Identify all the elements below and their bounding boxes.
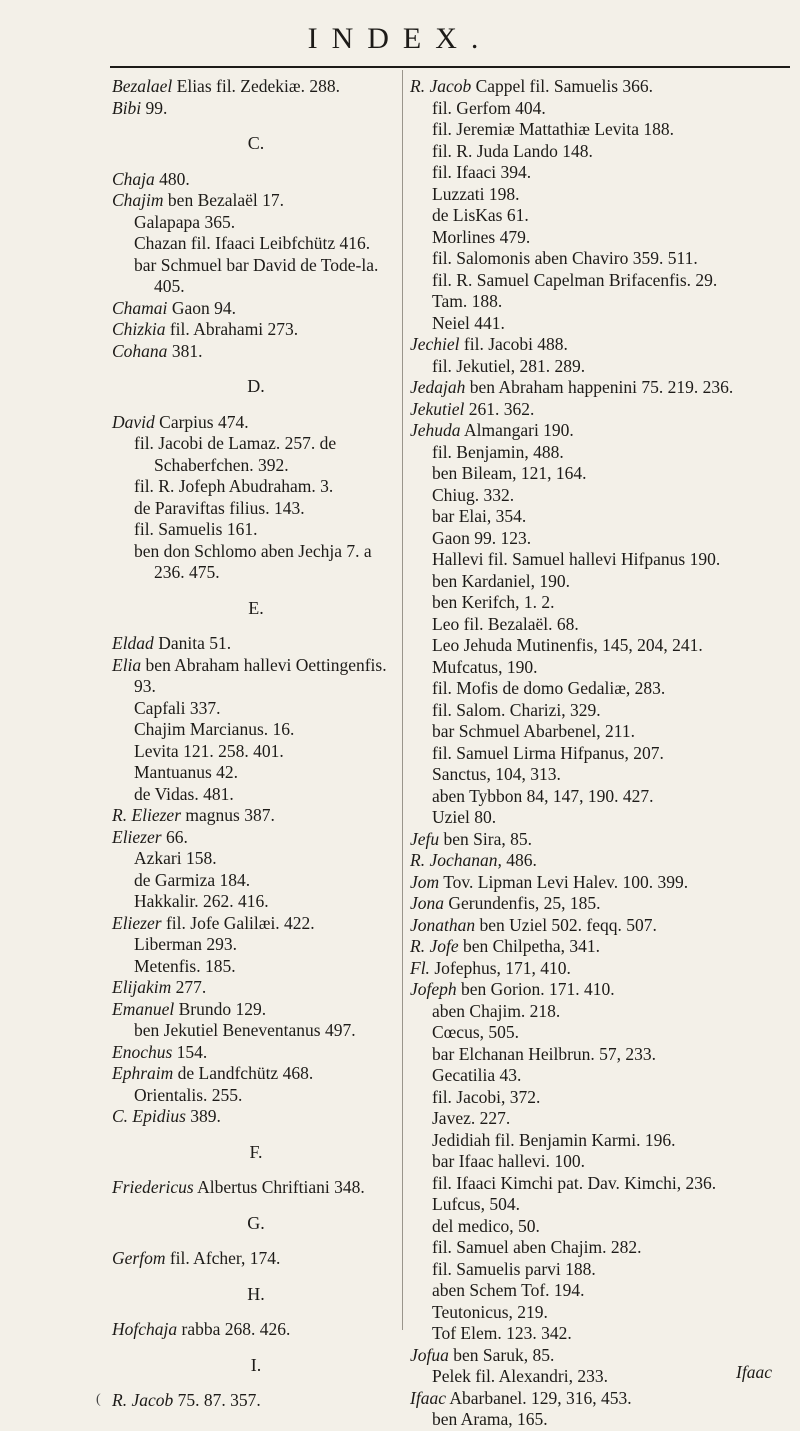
entry-headword: Bezalael [112, 76, 173, 96]
index-subentry: Morlines 479. [432, 226, 531, 247]
entry-headword: Jona [410, 893, 445, 913]
index-subentry: Mantuanus 42. [134, 762, 239, 782]
index-entry [112, 999, 400, 1021]
entry-text: ben Gorion. 171. 410. [461, 979, 615, 999]
entry-headword: Elia [112, 654, 142, 675]
index-entry [112, 319, 400, 341]
index-subentry: del medico, 50. [432, 1215, 540, 1236]
right-column [410, 76, 794, 1431]
index-subentry: fil. Salom. Charizi, 329. [432, 699, 601, 720]
index-subentry: Pelek fil. Alexandri, 233. [432, 1366, 608, 1386]
index-subentry: de Vidas. 481. [134, 783, 234, 804]
entry-headword: Emanuel [112, 998, 175, 1019]
entry-headword: Jofeph [410, 979, 457, 999]
entry-text: Elias fil. Zedekiæ. 288. [176, 76, 340, 96]
entry-headword: Gerfom [112, 1248, 166, 1268]
entry-headword: C. Epidius [112, 1106, 186, 1126]
entry-text: 486. [506, 850, 537, 870]
entry-headword: Jedajah [410, 377, 466, 397]
entry-headword: Elijakim [112, 977, 172, 997]
index-entry [410, 829, 794, 851]
entry-text: 277. [175, 977, 207, 997]
index-subentry: fil. Salomonis aben Chaviro 359. 511. [432, 248, 698, 268]
index-entry [410, 979, 794, 1001]
index-entry [112, 341, 400, 363]
index-subentry: bar Schmuel Abarbenel, 211. [432, 721, 635, 741]
index-entry [112, 412, 400, 434]
index-entry [410, 399, 794, 421]
index-entry [112, 1177, 400, 1199]
index-subentry: ben Arama, 165. [432, 1409, 548, 1429]
entry-text: fil. Afcher, 174. [169, 1248, 281, 1268]
index-entry [112, 633, 400, 655]
index-subentry: aben Tybbon 84, 147, 190. 427. [432, 785, 654, 806]
entry-headword: R. Jochanan, [410, 850, 502, 870]
index-entry [112, 1319, 400, 1341]
index-subentry: Neiel 441. [432, 312, 505, 333]
entry-text: 75. 87. 357. [177, 1390, 261, 1410]
entry-text: 381. [171, 340, 203, 361]
entry-headword: Chaja [112, 168, 155, 189]
index-subentry: Capfali 337. [134, 697, 221, 718]
index-subentry: Hakkalir. 262. 416. [134, 891, 269, 911]
entry-text: ben Sira, 85. [443, 828, 532, 849]
index-subentry: fil. R. Jofeph Abudraham. 3. [134, 476, 334, 496]
index-subentry: de LisKas 61. [432, 205, 529, 225]
section-letter: E. [248, 597, 264, 618]
index-entry [410, 377, 794, 399]
entry-headword: Jom [410, 871, 440, 892]
entry-text: Tov. Lipman Levi Halev. 100. 399. [443, 871, 689, 892]
index-subentry: Gaon 99. 123. [432, 527, 532, 548]
entry-text: fil. Jacobi 488. [463, 334, 568, 354]
index-subentry: fil. Benjamin, 488. [432, 441, 564, 462]
entry-text: rabba 268. 426. [181, 1319, 291, 1339]
section-letter: C. [247, 133, 265, 153]
index-entry [112, 977, 400, 999]
index-subentry: Cœcus, 505. [432, 1022, 520, 1042]
section-letter: G. [247, 1212, 265, 1233]
entry-text: ben Chilpetha, 341. [462, 936, 601, 956]
entry-text: Albertus Chriftiani 348. [197, 1177, 365, 1197]
entry-text: Gerundenfis, 25, 185. [448, 893, 601, 913]
index-subentry: bar Elchanan Heilbrun. 57, 233. [432, 1043, 657, 1064]
index-subentry: Azkari 158. [134, 848, 217, 868]
entry-headword: Jechiel [410, 334, 460, 354]
entry-text: ben Abraham hallevi Oettingenfis. 93. [134, 654, 387, 696]
index-subentry: Tof Elem. 123. 342. [432, 1323, 572, 1343]
index-subentry: Uziel 80. [432, 807, 497, 827]
index-entry [410, 334, 794, 356]
entry-headword: Eliezer [112, 826, 162, 847]
entry-headword: Chizkia [112, 319, 166, 339]
index-subentry: bar Ifaac hallevi. 100. [432, 1151, 586, 1171]
entry-headword: Chamai [112, 297, 168, 318]
entry-text: Danita 51. [158, 633, 232, 653]
entry-text: ben Saruk, 85. [453, 1344, 555, 1365]
index-subentry: Chazan fil. Ifaaci Leibfchütz 416. [134, 233, 371, 253]
index-subentry: Gecatilia 43. [432, 1065, 522, 1085]
column-divider [402, 70, 403, 1330]
index-subentry: ben don Schlomo aben Jechja 7. a 236. 475. [134, 540, 372, 582]
index-entry [410, 936, 794, 958]
entry-text: magnus 387. [185, 805, 275, 825]
left-column [112, 76, 400, 1412]
entry-headword: Eliezer [112, 912, 162, 933]
index-subentry: fil. Samuelis parvi 188. [432, 1258, 596, 1279]
index-entry [112, 1390, 400, 1412]
index-subentry: Sanctus, 104, 313. [432, 764, 561, 784]
index-entry [112, 1063, 400, 1085]
entry-text: Gaon 94. [171, 297, 236, 318]
entry-headword: R. Jofe [410, 936, 459, 956]
index-subentry: fil. Mofis de domo Gedaliæ, 283. [432, 678, 666, 698]
entry-headword: Eldad [112, 633, 154, 653]
index-entry [410, 958, 794, 980]
entry-headword: Jefu [410, 828, 440, 849]
index-entry [410, 893, 794, 915]
entry-text: 66. [165, 826, 188, 847]
index-entry [410, 1388, 794, 1410]
index-subentry: Metenfis. 185. [134, 955, 236, 976]
index-entry [112, 1106, 400, 1128]
entry-headword: Bibi [112, 97, 142, 118]
index-entry [112, 298, 400, 320]
index-entry [410, 915, 794, 937]
entry-text: Abarbanel. 129, 316, 453. [449, 1387, 632, 1408]
entry-headword: R. Jacob [112, 1390, 174, 1410]
index-subentry: bar Elai, 354. [432, 506, 527, 526]
index-entry [112, 655, 400, 698]
index-subentry: aben Schem Tof. 194. [432, 1280, 585, 1300]
index-entry [112, 76, 400, 98]
index-subentry: Luzzati 198. [432, 183, 520, 204]
entry-text: Almangari 190. [463, 420, 574, 440]
index-entry [112, 913, 400, 935]
index-subentry: Hallevi fil. Samuel hallevi Hifpanus 190. [432, 549, 721, 569]
index-subentry: fil. Samuel Lirma Hifpanus, 207. [432, 742, 664, 763]
section-letter: H. [247, 1283, 265, 1304]
section-letter: I. [250, 1354, 262, 1375]
entry-headword: Chajim [112, 190, 164, 210]
entry-text: 261. 362. [468, 398, 535, 419]
entry-headword: Fl. [410, 957, 430, 978]
index-subentry: Liberman 293. [134, 934, 238, 954]
entry-headword: Hofchaja [112, 1319, 178, 1339]
entry-headword: Friedericus [112, 1177, 194, 1197]
index-subentry: ben Jekutiel Beneventanus 497. [134, 1020, 356, 1040]
index-subentry: Galapapa 365. [134, 211, 236, 232]
header-rule [110, 66, 790, 68]
entry-headword: Enochus [112, 1041, 173, 1062]
entry-headword: Jonathan [410, 914, 476, 935]
index-subentry: Chiug. 332. [432, 484, 515, 505]
index-entry [112, 1248, 400, 1270]
index-subentry: fil. Jeremiæ Mattathiæ Levita 188. [432, 119, 675, 139]
entry-headword: Cohana [112, 340, 168, 361]
entry-headword: R. Eliezer [112, 805, 182, 825]
entry-headword: David [112, 411, 155, 432]
entry-text: 99. [145, 97, 168, 118]
index-subentry: fil. R. Juda Lando 148. [432, 140, 593, 161]
entry-text: ben Abraham happenini 75. 219. 236. [469, 377, 734, 397]
index-subentry: Teutonicus, 219. [432, 1301, 548, 1322]
entry-headword: R. Jacob [410, 76, 472, 96]
entry-text: 480. [159, 168, 190, 189]
index-entry [112, 98, 400, 120]
index-subentry: fil. Samuelis 161. [134, 519, 258, 539]
index-subentry: fil. Gerfom 404. [432, 97, 546, 118]
entry-headword: Ifaac [410, 1387, 446, 1408]
index-entry [410, 76, 794, 98]
index-subentry: bar Schmuel bar David de Tode-la. 405. [134, 254, 379, 296]
entry-text: 154. [176, 1041, 208, 1062]
index-entry [410, 420, 794, 442]
index-subentry: fil. Jacobi, 372. [432, 1086, 541, 1107]
index-subentry: Jedidiah fil. Benjamin Karmi. 196. [432, 1129, 676, 1150]
index-subentry: Tam. 188. [432, 291, 503, 311]
index-entry [112, 169, 400, 191]
catchword: Ifaac [736, 1362, 772, 1382]
index-subentry: Orientalis. 255. [134, 1084, 243, 1105]
index-subentry: Levita 121. 258. 401. [134, 740, 284, 761]
index-subentry: Leo fil. Bezalaël. 68. [432, 613, 579, 634]
index-entry [112, 190, 400, 212]
entry-text: ben Bezalaël 17. [167, 190, 285, 210]
entry-headword: Jofua [410, 1344, 449, 1365]
index-subentry: Mufcatus, 190. [432, 656, 538, 677]
entry-text: Carpius 474. [159, 411, 249, 432]
section-letter: D. [247, 376, 265, 396]
index-subentry: Javez. 227. [432, 1108, 511, 1128]
page-header: INDEX. [307, 22, 493, 55]
index-entry [112, 1042, 400, 1064]
index-subentry: fil. Ifaaci 394. [432, 162, 532, 182]
index-entry [410, 850, 794, 872]
entry-text: de Landfchütz 468. [177, 1063, 314, 1083]
section-letter: F. [249, 1141, 263, 1162]
index-subentry: de Paraviftas filius. 143. [134, 497, 305, 518]
entry-text: 389. [190, 1106, 221, 1126]
index-subentry: fil. Jacobi de Lamaz. 257. de Schaberfchen. 392. [134, 433, 337, 475]
index-entry [410, 872, 794, 894]
index-subentry: fil. Ifaaci Kimchi pat. Dav. Kimchi, 236. [432, 1172, 717, 1193]
entry-headword: Jehuda [410, 420, 461, 440]
index-subentry: ben Kardaniel, 190. [432, 570, 571, 591]
index-entry [112, 805, 400, 827]
entry-headword: Jekutiel [410, 398, 465, 419]
index-subentry: Leo Jehuda Mutinenfis, 145, 204, 241. [432, 635, 703, 655]
entry-text: ben Uziel 502. feqq. 507. [479, 914, 657, 935]
index-subentry: fil. Samuel aben Chajim. 282. [432, 1237, 642, 1257]
entry-text: Brundo 129. [178, 998, 267, 1019]
entry-text: fil. Jofe Galilæi. 422. [165, 912, 315, 933]
entry-text: Jofephus, 171, 410. [434, 957, 571, 978]
index-subentry: ben Kerifch, 1. 2. [432, 592, 555, 612]
index-subentry: aben Chajim. 218. [432, 1000, 561, 1021]
index-subentry: Chajim Marcianus. 16. [134, 719, 295, 739]
index-subentry: Lufcus, 504. [432, 1194, 520, 1214]
index-subentry: ben Bileam, 121, 164. [432, 463, 587, 483]
footer-mark: ( [96, 1392, 101, 1407]
index-entry [112, 827, 400, 849]
index-subentry: fil. Jekutiel, 281. 289. [432, 355, 586, 376]
entry-text: Cappel fil. Samuelis 366. [475, 76, 654, 96]
index-subentry: de Garmiza 184. [134, 869, 251, 890]
entry-headword: Ephraim [112, 1063, 174, 1083]
index-subentry: fil. R. Samuel Capelman Brifacenfis. 29. [432, 269, 718, 290]
entry-text: fil. Abrahami 273. [169, 319, 299, 339]
